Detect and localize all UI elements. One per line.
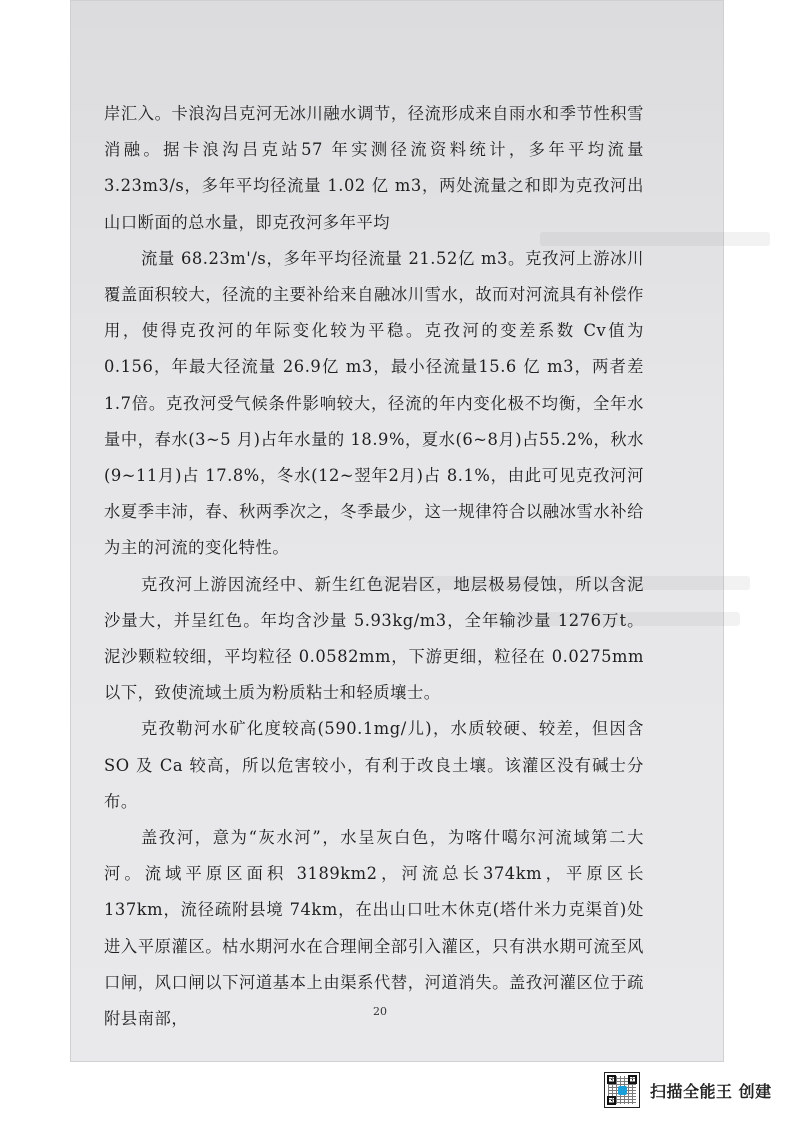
document-body xyxy=(104,96,644,1037)
paragraph: 岸汇入。卡浪沟吕克河无冰川融水调节，径流形成来自雨水和季节性积雪消融。据卡浪沟吕克站57 年实测径流资料统计，多年平均流量3.23m3/s，多年平均径流量 1.02 亿 m3，两处流量之和即为克孜河出山口断面的总水量，即克孜河多年平均 xyxy=(104,104,644,232)
paragraph: 克孜勒河水矿化度较高(590.1mg/儿)，水质较硬、较差，但因含 SO 及 Ca 较高，所以危害较小，有利于改良土壤。该灌区没有碱士分布。 xyxy=(104,719,644,811)
qr-code-icon xyxy=(604,1072,640,1108)
paragraph: 流量 68.23m'/s，多年平均径流量 21.52亿 m3。克孜河上游冰川覆盖面积较大，径流的主要补给来自融冰川雪水，故而对河流具有补偿作用，使得克孜河的年际变化较为平稳。克孜河的变差系数 Cv值为0.156，年最大径流量 26.9亿 m3，最小径流量15.6 亿 m3，两者差1.7倍。克孜河受气候条件影响较大，径流的年内变化极不均衡，全年水量中，春水(3~5 月)占年水量的 18.9%，夏水(6~8月)占55.2%，秋水(9~11月)占 17.8%，冬水(12~翌年2月)占 8.1%，由此可见克孜河河水夏季丰沛，春、秋两季次之，冬季最少，这一规律符合以融冰雪水补给为主的河流的变化特性。 xyxy=(104,248,644,558)
watermark-label: 扫描全能王 创建 xyxy=(650,1081,772,1101)
paragraph: 盖孜河，意为“灰水河”，水呈灰白色，为喀什噶尔河流域第二大河。流域平原区面积 3189km2，河流总长374km，平原区长 137km，流径疏附县境 74km，在出山口吐木休克(塔什米力克渠首)处进入平原灌区。枯水期河水在合理闸全部引入灌区，只有洪水期可流至风口闸，风口闸以下河道基本上由渠系代替，河道消失。盖孜河灌区位于疏附县南部， xyxy=(104,828,644,1029)
scanner-watermark xyxy=(604,1070,789,1110)
paragraph: 克孜河上游因流经中、新生红色泥岩区，地层极易侵蚀，所以含泥沙量大，并呈红色。年均含沙量 5.93kg/m3，全年输沙量 1276万t。泥沙颗粒较细，平均粒径 0.0582mm，下游更细，粒径在 0.0275mm以下，致使流域土质为粉质粘士和轻质壤士。 xyxy=(104,574,644,703)
page-number: 20 xyxy=(373,1005,387,1018)
